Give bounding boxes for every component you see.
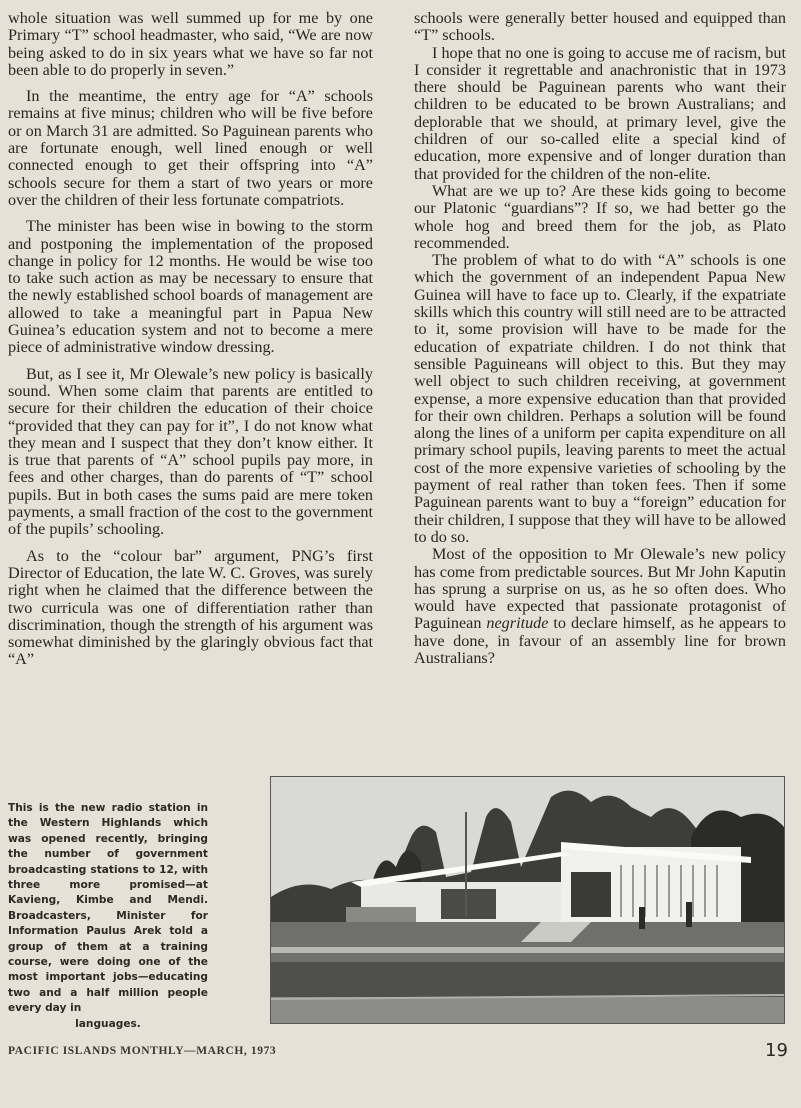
- paragraph-text: Most of the opposition to Mr Olewale’s new policy has come from predictable sources. But Mr John Kaputin has sprung a surprise on us, as he so often does. Who would have expected that passionate protagonist of Paguinean: [414, 545, 786, 633]
- paragraph: But, as I see it, Mr Olewale’s new policy is basically sound. When some claim that parents are entitled to secure for their children the education of their choice “provided that they can pay for it”, I do not know what they mean and I suspect that they don’t know either. It is true that parents of “A” school pupils pay more, in fees and other charges, than do parents of “T” school pupils. But in both cases the sums paid are mere token payments, a small fraction of the cost to the government of the pupils’ schooling.: [8, 364, 373, 539]
- radio-station-illustration: [271, 777, 784, 1023]
- left-column: [8, 10, 373, 678]
- publication-footer: PACIFIC ISLANDS MONTHLY—MARCH, 1973: [8, 1045, 277, 1057]
- paragraph-text: to declare himself, as he appears to have done, in favour of an assembly line for brown Australians?: [414, 614, 786, 667]
- page-number: 19: [765, 1040, 788, 1061]
- paragraph: The problem of what to do with “A” schools is one which the government of an independent Papua New Guinea will have to face up to. Clearly, if the expatriate skills which this country will still need are to be attracted to it, some provision will have to be made for the education of expatriate children. I do not think that sensible Paguineans will object to this. But they may well object to such children receiving, at government expense, a more expensive education than that provided for their own children. Perhaps a solution will be found along the lines of a uniform per capita expenditure on all primary school pupils, leaving parents to meet the actual cost of the more expensive varieties of schooling by the payment of real rather than token fees. Then if some Paguinean parents want to buy a “foreign” education for their children, I suppose that they will have to be allowed to do so.: [414, 251, 786, 546]
- right-column: [414, 10, 786, 667]
- photo-caption: [8, 801, 208, 1032]
- paragraph: schools were generally better housed and equipped than “T” schools.: [414, 9, 786, 45]
- paragraph: The minister has been wise in bowing to the storm and postponing the implementation of the proposed change in policy for 12 months. He would be wise too to take such action as may be necessary to ensure that the newly established school boards of management are allowed to take a meaningful part in Papua New Guinea’s education system and not to become a mere piece of administrative window dressing.: [8, 217, 373, 357]
- paragraph: As to the “colour bar” argument, PNG’s first Director of Education, the late W. C. Groves, was surely right when he claimed that the difference between the two curricula was one of differentiation rather than discrimination, though the strength of his argument was somewhat diminished by the glaringly obvious fact that “A”: [8, 546, 373, 669]
- paragraph: whole situation was well summed up for me by one Primary “T” school headmaster, who said, “We are now being asked to do in six years what we have so far not been able to do properly in seven.”: [8, 9, 373, 79]
- radio-station-photo: [270, 776, 785, 1024]
- paragraph: [414, 546, 786, 667]
- caption-last-line: languages.: [75, 1017, 141, 1030]
- paragraph: I hope that no one is going to accuse me of racism, but I consider it regrettable and anachronistic that in 1973 there should be Paguinean parents who want their children to be educated to be brown Australians; and deplorable that we should, at primary level, give the children of our so-called elite a special kind of education, more expensive and of longer duration than that provided for the children of the non-elite.: [414, 43, 786, 183]
- emphasis-text: negritude: [486, 614, 549, 633]
- paragraph: What are we up to? Are these kids going to become our Platonic “guardians”? If so, we had better go the whole hog and breed them for the job, as Plato recommended.: [414, 181, 786, 252]
- caption-text: This is the new radio station in the Western Highlands which was opened recently, bringing the number of government broadcasting stations to 12, with three more promised—at Kavieng, Kimbe and Mendi. Broadcasters, Minister for Information Paulus Arek told a group of them at a training course, were doing one of the most important jobs—educating two and a half million people every day in: [8, 802, 208, 1015]
- paragraph: In the meantime, the entry age for “A” schools remains at five minus; children who will be five before or on March 31 are admitted. So Paguinean parents who are fortunate enough, well lined enough or well connected enough to get their offspring into “A” schools secure for them a start of two years or more over the children of their less fortunate compatriots.: [8, 87, 373, 209]
